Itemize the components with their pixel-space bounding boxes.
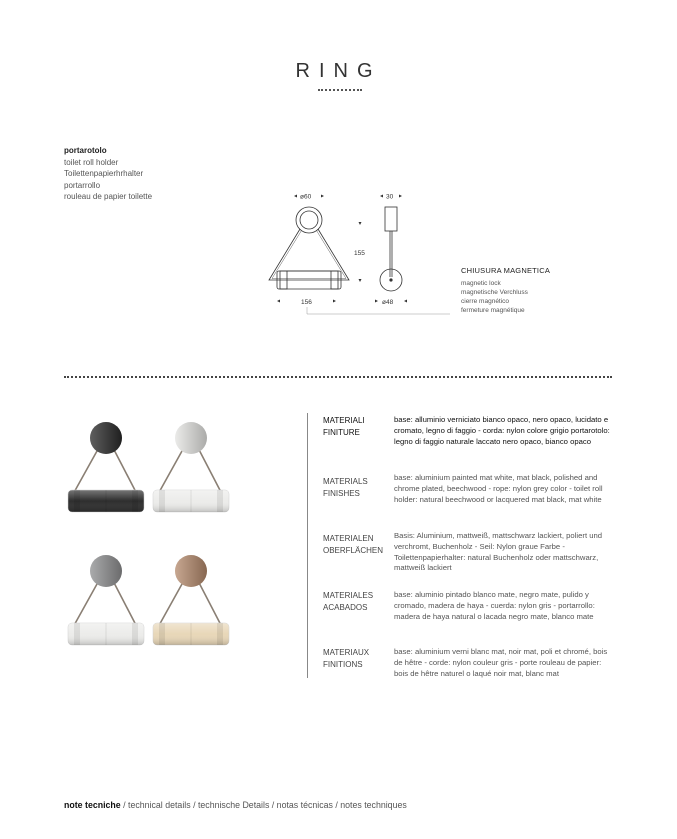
materials-label-it — [323, 415, 393, 439]
dim-arrow — [399, 195, 402, 198]
variant-photo-white — [153, 422, 229, 512]
label-line: MATERIALI — [323, 416, 365, 425]
materials-text-en: base: aluminium painted mat white, mat black, polished and chrome plated, beechwood - rope: nylon grey color - toilet roll holder: natural beechwood or lacquered mat black, mat white — [394, 473, 603, 504]
product-name-fr: rouleau de papier toilette — [64, 192, 153, 201]
section-separator — [64, 376, 612, 378]
dim-arrow — [359, 279, 362, 282]
title-underline-dots — [318, 89, 362, 91]
product-name-main: portarotolo — [64, 146, 107, 155]
label-line: OBERFLÄCHEN — [323, 546, 384, 555]
materials-label-fr — [323, 647, 393, 671]
dim-depth: 30 — [386, 193, 394, 201]
roll-end-right — [217, 623, 223, 645]
magnetic-lock-en: magnetic lock — [461, 280, 501, 287]
technical-drawing — [255, 185, 455, 320]
dim-arrow — [359, 222, 362, 225]
roll-end-right — [132, 490, 138, 512]
wall-base-shade — [90, 422, 122, 454]
label-line: FINITIONS — [323, 660, 363, 669]
side-view — [380, 207, 402, 291]
leader-line — [307, 307, 450, 314]
roll-end-left — [74, 623, 80, 645]
label-line: MATERIALS — [323, 477, 368, 486]
magnetic-lock-fr: fermeture magnétique — [461, 307, 525, 314]
magnetic-lock-note — [461, 266, 550, 315]
page-title: RING — [295, 60, 382, 82]
product-names — [64, 145, 152, 203]
dim-height: 155 — [354, 250, 365, 257]
magnetic-lock-de: magnetische Verchluss — [461, 289, 528, 296]
materials-label-es — [323, 590, 393, 614]
product-photos — [50, 405, 250, 655]
roll-end-left — [74, 490, 80, 512]
wall-base-shade — [90, 555, 122, 587]
footer-rest: / technical details / technische Details / notas técnicas / notes techniques — [120, 800, 407, 810]
variant-photo-beech — [153, 555, 229, 645]
label-line: ACABADOS — [323, 603, 368, 612]
label-line: FINISHES — [323, 489, 360, 498]
dim-ring-diameter: ø60 — [300, 193, 312, 201]
materials-label-en — [323, 476, 393, 500]
roll-end-right — [132, 623, 138, 645]
roll-end-left — [159, 490, 165, 512]
dim-width: 156 — [301, 299, 312, 306]
product-name-es: portarrollo — [64, 180, 101, 190]
materials-text-fr: base: aluminium verni blanc mat, noir mat, poli et chromé, bois de hêtre - corde: nylon couleur gris - porte rouleau de papier: bois de hêtre naturel o laqué noir mat, blanc mat — [394, 647, 608, 678]
roll-end-left — [159, 623, 165, 645]
materials-divider — [307, 413, 308, 678]
product-name-de: Toilettenpapierhrhalter — [64, 169, 144, 178]
dim-base-diameter: ø48 — [382, 299, 394, 306]
front-view — [269, 207, 349, 289]
dim-arrow — [294, 195, 297, 198]
wall-base-shade — [175, 555, 207, 587]
variant-group — [68, 422, 229, 645]
materials-text-it: base: alluminio verniciato bianco opaco, nero opaco, lucidato e cromato, legno di faggio - corda: nylon colore grigio portarotolo: legno di faggio naturale laccato nero opaco, bianco opaco — [394, 415, 610, 446]
roll-end-right — [217, 490, 223, 512]
footer-bold: note tecniche — [64, 800, 121, 810]
label-line: MATERIALES — [323, 591, 374, 600]
dim-arrow — [333, 300, 336, 303]
dim-arrow — [404, 300, 407, 303]
wall-base-shade — [175, 422, 207, 454]
label-line: MATERIAUX — [323, 648, 370, 657]
label-line: FINITURE — [323, 428, 360, 437]
magnetic-lock-heading: CHIUSURA MAGNETICA — [461, 266, 551, 275]
product-name-en: toilet roll holder — [64, 157, 119, 167]
dim-arrow — [277, 300, 280, 303]
materials-label-de — [323, 533, 393, 557]
variant-photo-chrome — [68, 555, 144, 645]
dim-arrow — [375, 300, 378, 303]
label-line: MATERIALEN — [323, 534, 374, 543]
dim-arrow — [321, 195, 324, 198]
footer-note — [64, 800, 407, 810]
magnetic-lock-es: cierre magnético — [461, 298, 510, 305]
materials-text-es: base: aluminio pintado blanco mate, negro mate, pulido y cromado, madera de haya - cuerda: nylon gris - portarrollo: madera de haya natural o lacada negro mate, blanco mate — [394, 590, 595, 621]
variant-photo-black — [68, 422, 144, 512]
dim-arrow — [380, 195, 383, 198]
materials-text-de: Basis: Aluminium, mattweiß, mattschwarz lackiert, poliert und verchromt, Buchenholz - Seil: Nylon graue Farbe - Toilettenpapierhalter: natural Buchenholz oder mattschwarz, mattweiß lackiert — [394, 531, 603, 573]
